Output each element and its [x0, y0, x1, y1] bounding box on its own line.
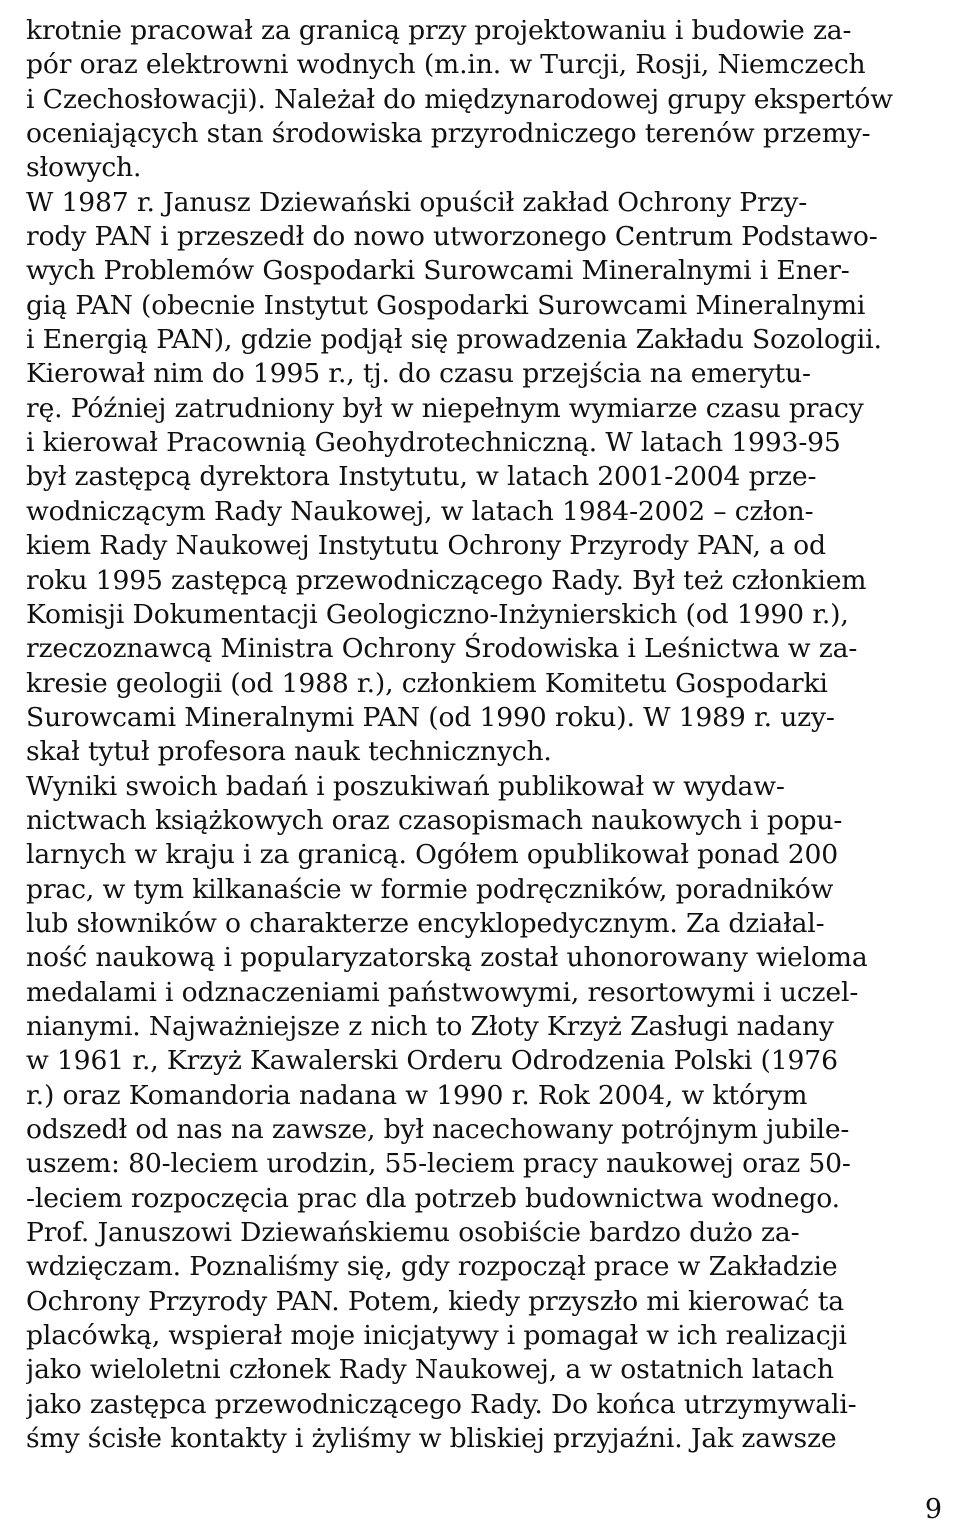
document-body	[26, 14, 948, 1456]
text-line: medalami i odznaczeniami państwowymi, resortowymi i uczel-	[26, 976, 859, 1008]
text-line: gią PAN (obecnie Instytut Gospodarki Surowcami Mineralnymi	[26, 289, 866, 321]
text-line: odszedł od nas na zawsze, był nacechowany potrójnym jubile-	[26, 1114, 850, 1145]
text-line: rę. Później zatrudniony był w niepełnym wymiarze czasu pracy	[26, 392, 864, 424]
text-line: śmy ścisłe kontakty i żyliśmy w bliskiej przyjaźni. Jak zawsze	[26, 1423, 837, 1455]
text-line: oceniających stan środowiska przyrodniczego terenów przemy-	[26, 118, 871, 150]
text-line: rzeczoznawcą Ministra Ochrony Środowiska i Leśnictwa w za-	[26, 633, 858, 665]
text-line: rody PAN i przeszedł do nowo utworzonego Centrum Podstawo-	[26, 221, 878, 253]
text-line: wych Problemów Gospodarki Surowcami Mineralnymi i Ener-	[26, 255, 850, 287]
text-line: Komisji Dokumentacji Geologiczno-Inżynierskich (od 1990 r.),	[26, 598, 849, 630]
text-line: i Czechosłowacji). Należał do międzynarodowej grupy ekspertów	[26, 83, 893, 115]
text-line: ność naukową i popularyzatorską został uhonorowany wieloma	[26, 942, 868, 974]
text-line: Prof. Januszowi Dziewańskiemu osobiście bardzo dużo za-	[26, 1217, 800, 1249]
text-line: jako zastępca przewodniczącego Rady. Do końca utrzymywali-	[26, 1388, 857, 1420]
text-line: W 1987 r. Janusz Dziewański opuścił zakład Ochrony Przy-	[26, 186, 808, 218]
text-line: prac, w tym kilkanaście w formie podręczników, poradników	[26, 873, 834, 905]
text-line: Surowcami Mineralnymi PAN (od 1990 roku). W 1989 r. uzy-	[26, 701, 835, 733]
text-line: był zastępcą dyrektora Instytutu, w latach 2001-2004 prze-	[26, 461, 817, 493]
text-line: larnych w kraju i za granicą. Ogółem opublikował ponad 200	[26, 839, 839, 871]
text-line: Ochrony Przyrody PAN. Potem, kiedy przyszło mi kierować ta	[26, 1285, 844, 1317]
text-line: słowych.	[26, 152, 142, 184]
text-line: roku 1995 zastępcą przewodniczącego Rady. Był też członkiem	[26, 564, 867, 596]
text-line: nianymi. Najważniejsze z nich to Złoty Krzyż Zasługi nadany	[26, 1010, 834, 1042]
text-line: kresie geologii (od 1988 r.), członkiem Komitetu Gospodarki	[26, 667, 828, 699]
text-line: skał tytuł profesora nauk technicznych.	[26, 736, 552, 768]
text-line: i kierował Pracownią Geohydrotechniczną. W latach 1993-95	[26, 427, 841, 459]
text-line: lub słowników o charakterze encyklopedycznym. Za działal-	[26, 907, 825, 939]
text-line: uszem: 80-leciem urodzin, 55-leciem pracy naukowej oraz 50-	[26, 1148, 851, 1180]
text-line: i Energią PAN), gdzie podjął się prowadzenia Zakładu Sozologii.	[26, 324, 882, 356]
text-line: wodniczącym Rady Naukowej, w latach 1984-2002 – człon-	[26, 495, 814, 527]
text-line: jako wieloletni członek Rady Naukowej, a w ostatnich latach	[26, 1354, 834, 1386]
page-number: 9	[924, 1494, 942, 1525]
text-line: pór oraz elektrowni wodnych (m.in. w Turcji, Rosji, Niemczech	[26, 49, 866, 81]
text-line: r.) oraz Komandoria nadana w 1990 r. Rok 2004, w którym	[26, 1079, 808, 1111]
text-line: w 1961 r., Krzyż Kawalerski Orderu Odrodzenia Polski (1976	[26, 1045, 838, 1077]
text-line: kiem Rady Naukowej Instytutu Ochrony Przyrody PAN, a od	[26, 530, 826, 562]
text-line: Kierował nim do 1995 r., tj. do czasu przejścia na emerytu-	[26, 358, 811, 390]
text-line: -leciem rozpoczęcia prac dla potrzeb budownictwa wodnego.	[26, 1182, 840, 1214]
text-line: nictwach książkowych oraz czasopismach naukowych i popu-	[26, 804, 843, 836]
text-line: placówką, wspierał moje inicjatywy i pomagał w ich realizacji	[26, 1320, 847, 1352]
text-line: Wyniki swoich badań i poszukiwań publikował w wydaw-	[26, 770, 785, 802]
text-line: krotnie pracował za granicą przy projektowaniu i budowie za-	[26, 15, 852, 46]
text-line: wdzięczam. Poznaliśmy się, gdy rozpoczął prace w Zakładzie	[26, 1251, 838, 1283]
